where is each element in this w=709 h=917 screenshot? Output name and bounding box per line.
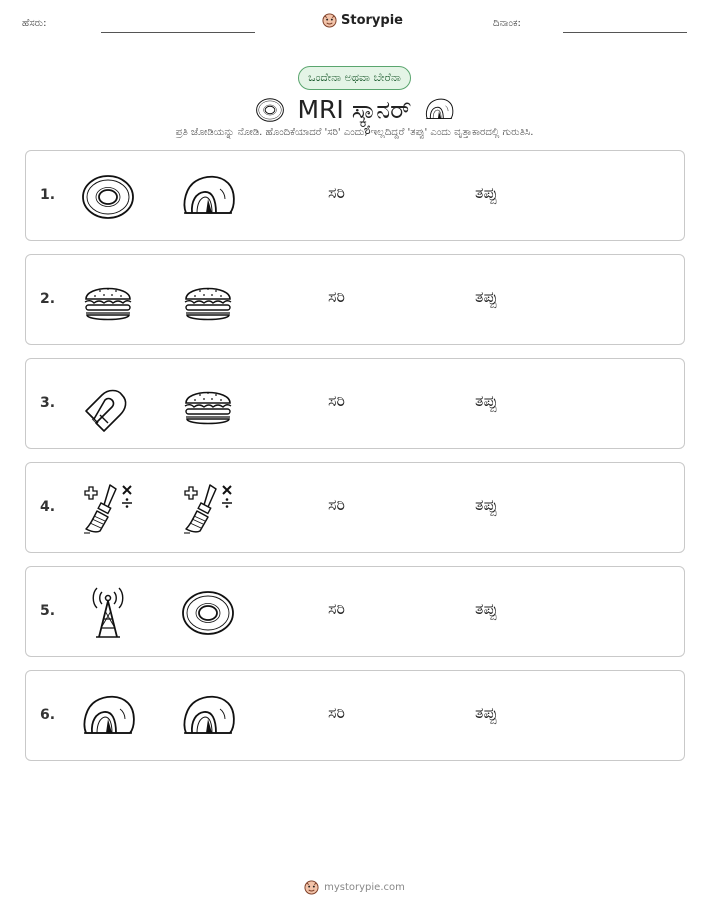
option-true[interactable]: ಸರಿ xyxy=(328,183,345,202)
instructions: ಪ್ರತಿ ಜೋಡಿಯನ್ನು ನೋಡಿ. ಹೊಂದಿಕೆಯಾದರೆ 'ಸರಿ' ಎಂದು, ಇಲ್ಲದಿದ್ದರೆ 'ತಪ್ಪು' ಎಂದು ವೃತ್ತಾಕಾರದಲ್ಲಿ ಗುರುತಿಸಿ. xyxy=(175,127,534,138)
question-number: 6. xyxy=(40,707,56,723)
question-number: 4. xyxy=(40,499,56,515)
question-number: 5. xyxy=(40,603,56,619)
option-false[interactable]: ತಪ್ಪು xyxy=(475,599,498,618)
question-row xyxy=(25,566,685,657)
name-field[interactable] xyxy=(101,32,255,33)
storypie-logo-icon xyxy=(322,13,337,28)
option-true[interactable]: ಸರಿ xyxy=(328,599,345,618)
math-brush-icon xyxy=(80,481,136,537)
option-false[interactable]: ತಪ್ಪು xyxy=(475,495,498,514)
brand-name: Storypie xyxy=(341,13,403,28)
question-row xyxy=(25,358,685,449)
rock-cave-icon xyxy=(180,689,236,745)
burger-icon xyxy=(180,377,236,433)
question-row xyxy=(25,254,685,345)
date-field[interactable] xyxy=(563,32,687,33)
question-row xyxy=(25,670,685,761)
option-true[interactable]: ಸರಿ xyxy=(328,391,345,410)
donut-icon xyxy=(180,585,236,641)
burger-icon xyxy=(180,273,236,329)
title-row xyxy=(0,95,709,125)
option-false[interactable]: ತಪ್ಪು xyxy=(475,287,498,306)
question-row xyxy=(25,150,685,241)
question-number: 3. xyxy=(40,395,56,411)
question-number: 1. xyxy=(40,187,56,203)
option-false[interactable]: ತಪ್ಪು xyxy=(475,183,498,202)
rock-cave-icon xyxy=(80,689,136,745)
page-title: MRI ಸ್ಕ್ಯಾನರ್ xyxy=(297,95,412,124)
question-row xyxy=(25,462,685,553)
option-true[interactable]: ಸರಿ xyxy=(328,495,345,514)
worksheet-header xyxy=(0,0,709,50)
date-label: ದಿನಾಂಕ: xyxy=(493,18,521,29)
question-list xyxy=(25,150,685,774)
storypie-logo-icon xyxy=(304,880,319,895)
radio-tower-icon xyxy=(80,585,136,641)
donut-icon xyxy=(255,95,285,125)
question-number: 2. xyxy=(40,291,56,307)
brand xyxy=(322,13,403,28)
donut-icon xyxy=(80,169,136,225)
name-label: ಹೆಸರು: xyxy=(22,18,47,29)
footer xyxy=(0,880,709,895)
rock-cave-icon xyxy=(424,95,454,125)
math-brush-icon xyxy=(180,481,236,537)
option-true[interactable]: ಸರಿ xyxy=(328,287,345,306)
title-block xyxy=(0,66,709,125)
activity-badge: ಒಂದೇನಾ ಅಥವಾ ಬೇರೆನಾ xyxy=(298,66,411,90)
option-true[interactable]: ಸರಿ xyxy=(328,703,345,722)
option-false[interactable]: ತಪ್ಪು xyxy=(475,703,498,722)
magnet-icon xyxy=(80,377,136,433)
burger-icon xyxy=(80,273,136,329)
footer-url: mystorypie.com xyxy=(324,882,405,893)
option-false[interactable]: ತಪ್ಪು xyxy=(475,391,498,410)
rock-cave-icon xyxy=(180,169,236,225)
